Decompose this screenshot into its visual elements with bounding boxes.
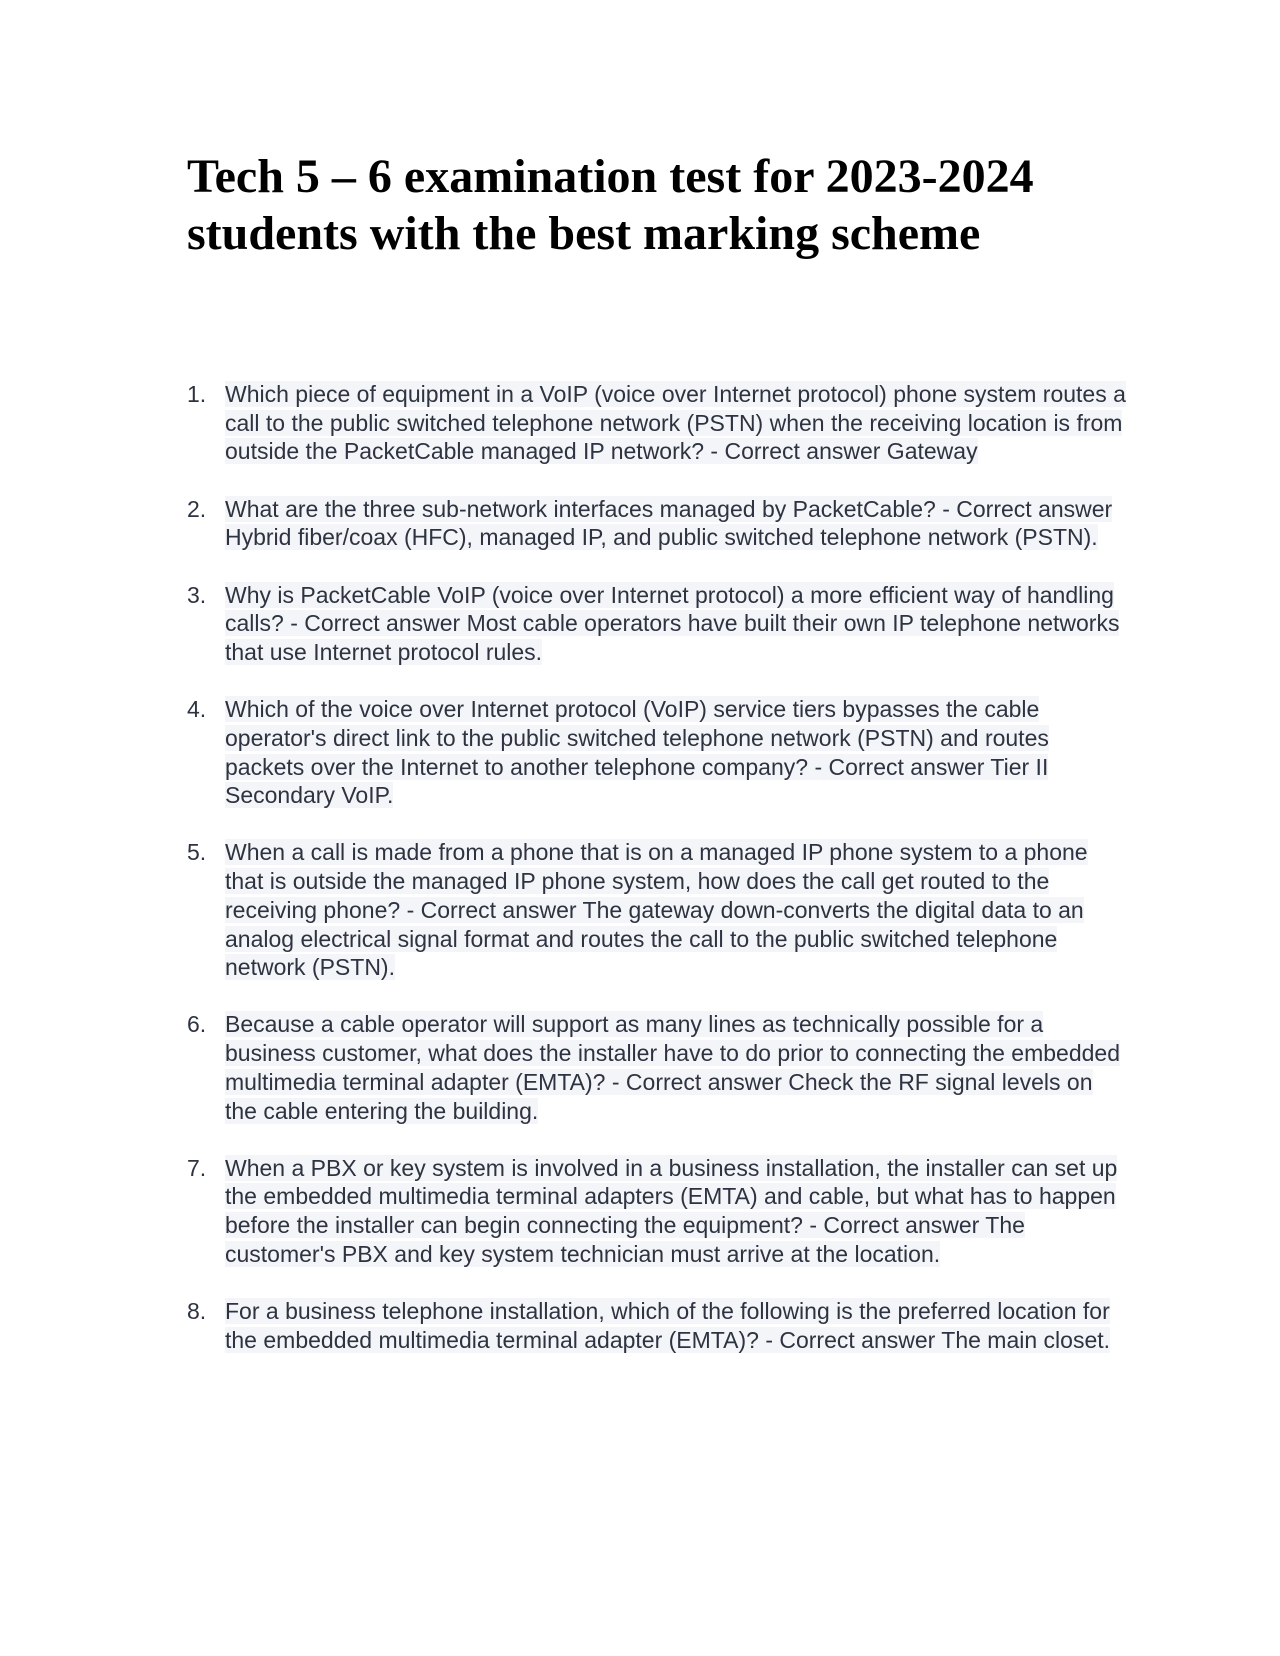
question-text: Why is PacketCable VoIP (voice over Internet protocol) a more efficient way of handling calls? - Correct answer Most cable operators have built their own IP telephone networks that use Internet protocol rules. bbox=[225, 581, 1120, 665]
question-number: 4. bbox=[187, 696, 207, 723]
question-number: 8. bbox=[187, 1298, 207, 1325]
question-text: When a PBX or key system is involved in a business installation, the installer can set up the embedded multimedia terminal adapters (EMTA) and cable, but what has to happen before the installer can begin connecting the equipment? - Correct answer The customer's PBX and key system technician must arrive at the location. bbox=[225, 1154, 1118, 1267]
question-text: Because a cable operator will support as many lines as technically possible for a business customer, what does the installer have to do prior to connecting the embedded multimedia terminal adapter (EMTA)? - Correct answer Check the RF signal levels on the cable entering the building. bbox=[225, 1011, 1120, 1124]
document-title: Tech 5 – 6 examination test for 2023-2024 students with the best marking scheme bbox=[187, 150, 1034, 260]
question-number: 2. bbox=[187, 495, 207, 522]
question-item bbox=[187, 695, 1127, 810]
question-text: What are the three sub-network interfaces managed by PacketCable? - Correct answer Hybrid fiber/coax (HFC), managed IP, and public switched telephone network (PSTN). bbox=[225, 495, 1113, 551]
question-item bbox=[187, 1154, 1127, 1269]
question-item bbox=[187, 1297, 1127, 1354]
question-number: 6. bbox=[187, 1011, 207, 1038]
question-number: 1. bbox=[187, 381, 207, 407]
question-list bbox=[187, 380, 1127, 1383]
question-text: When a call is made from a phone that is on a managed IP phone system to a phone that is outside the managed IP phone system, how does the call get routed to the receiving phone? - Correct answer The gateway down-converts the digital data to an analog electrical signal format and routes the call to the public switched telephone network (PSTN). bbox=[225, 839, 1088, 981]
question-number: 3. bbox=[187, 581, 207, 608]
question-item bbox=[187, 1010, 1127, 1125]
question-item bbox=[187, 495, 1127, 552]
question-text: Which of the voice over Internet protocol (VoIP) service tiers bypasses the cable operator's direct link to the public switched telephone network (PSTN) and routes packets over the Internet to another telephone company? - Correct answer Tier II Secondary VoIP. bbox=[225, 696, 1049, 809]
question-number: 5. bbox=[187, 839, 207, 866]
question-text: For a business telephone installation, which of the following is the preferred location for the embedded multimedia terminal adapter (EMTA)? - Correct answer The main closet. bbox=[225, 1298, 1111, 1353]
question-item bbox=[187, 838, 1127, 982]
question-text: Which piece of equipment in a VoIP (voice over Internet protocol) phone system routes a call to the public switched telephone network (PSTN) when the receiving location is from outside the PacketCable managed IP network? - Correct answer Gateway bbox=[225, 381, 1126, 465]
question-item bbox=[187, 581, 1127, 667]
question-number: 7. bbox=[187, 1154, 207, 1181]
question-item bbox=[187, 380, 1127, 466]
